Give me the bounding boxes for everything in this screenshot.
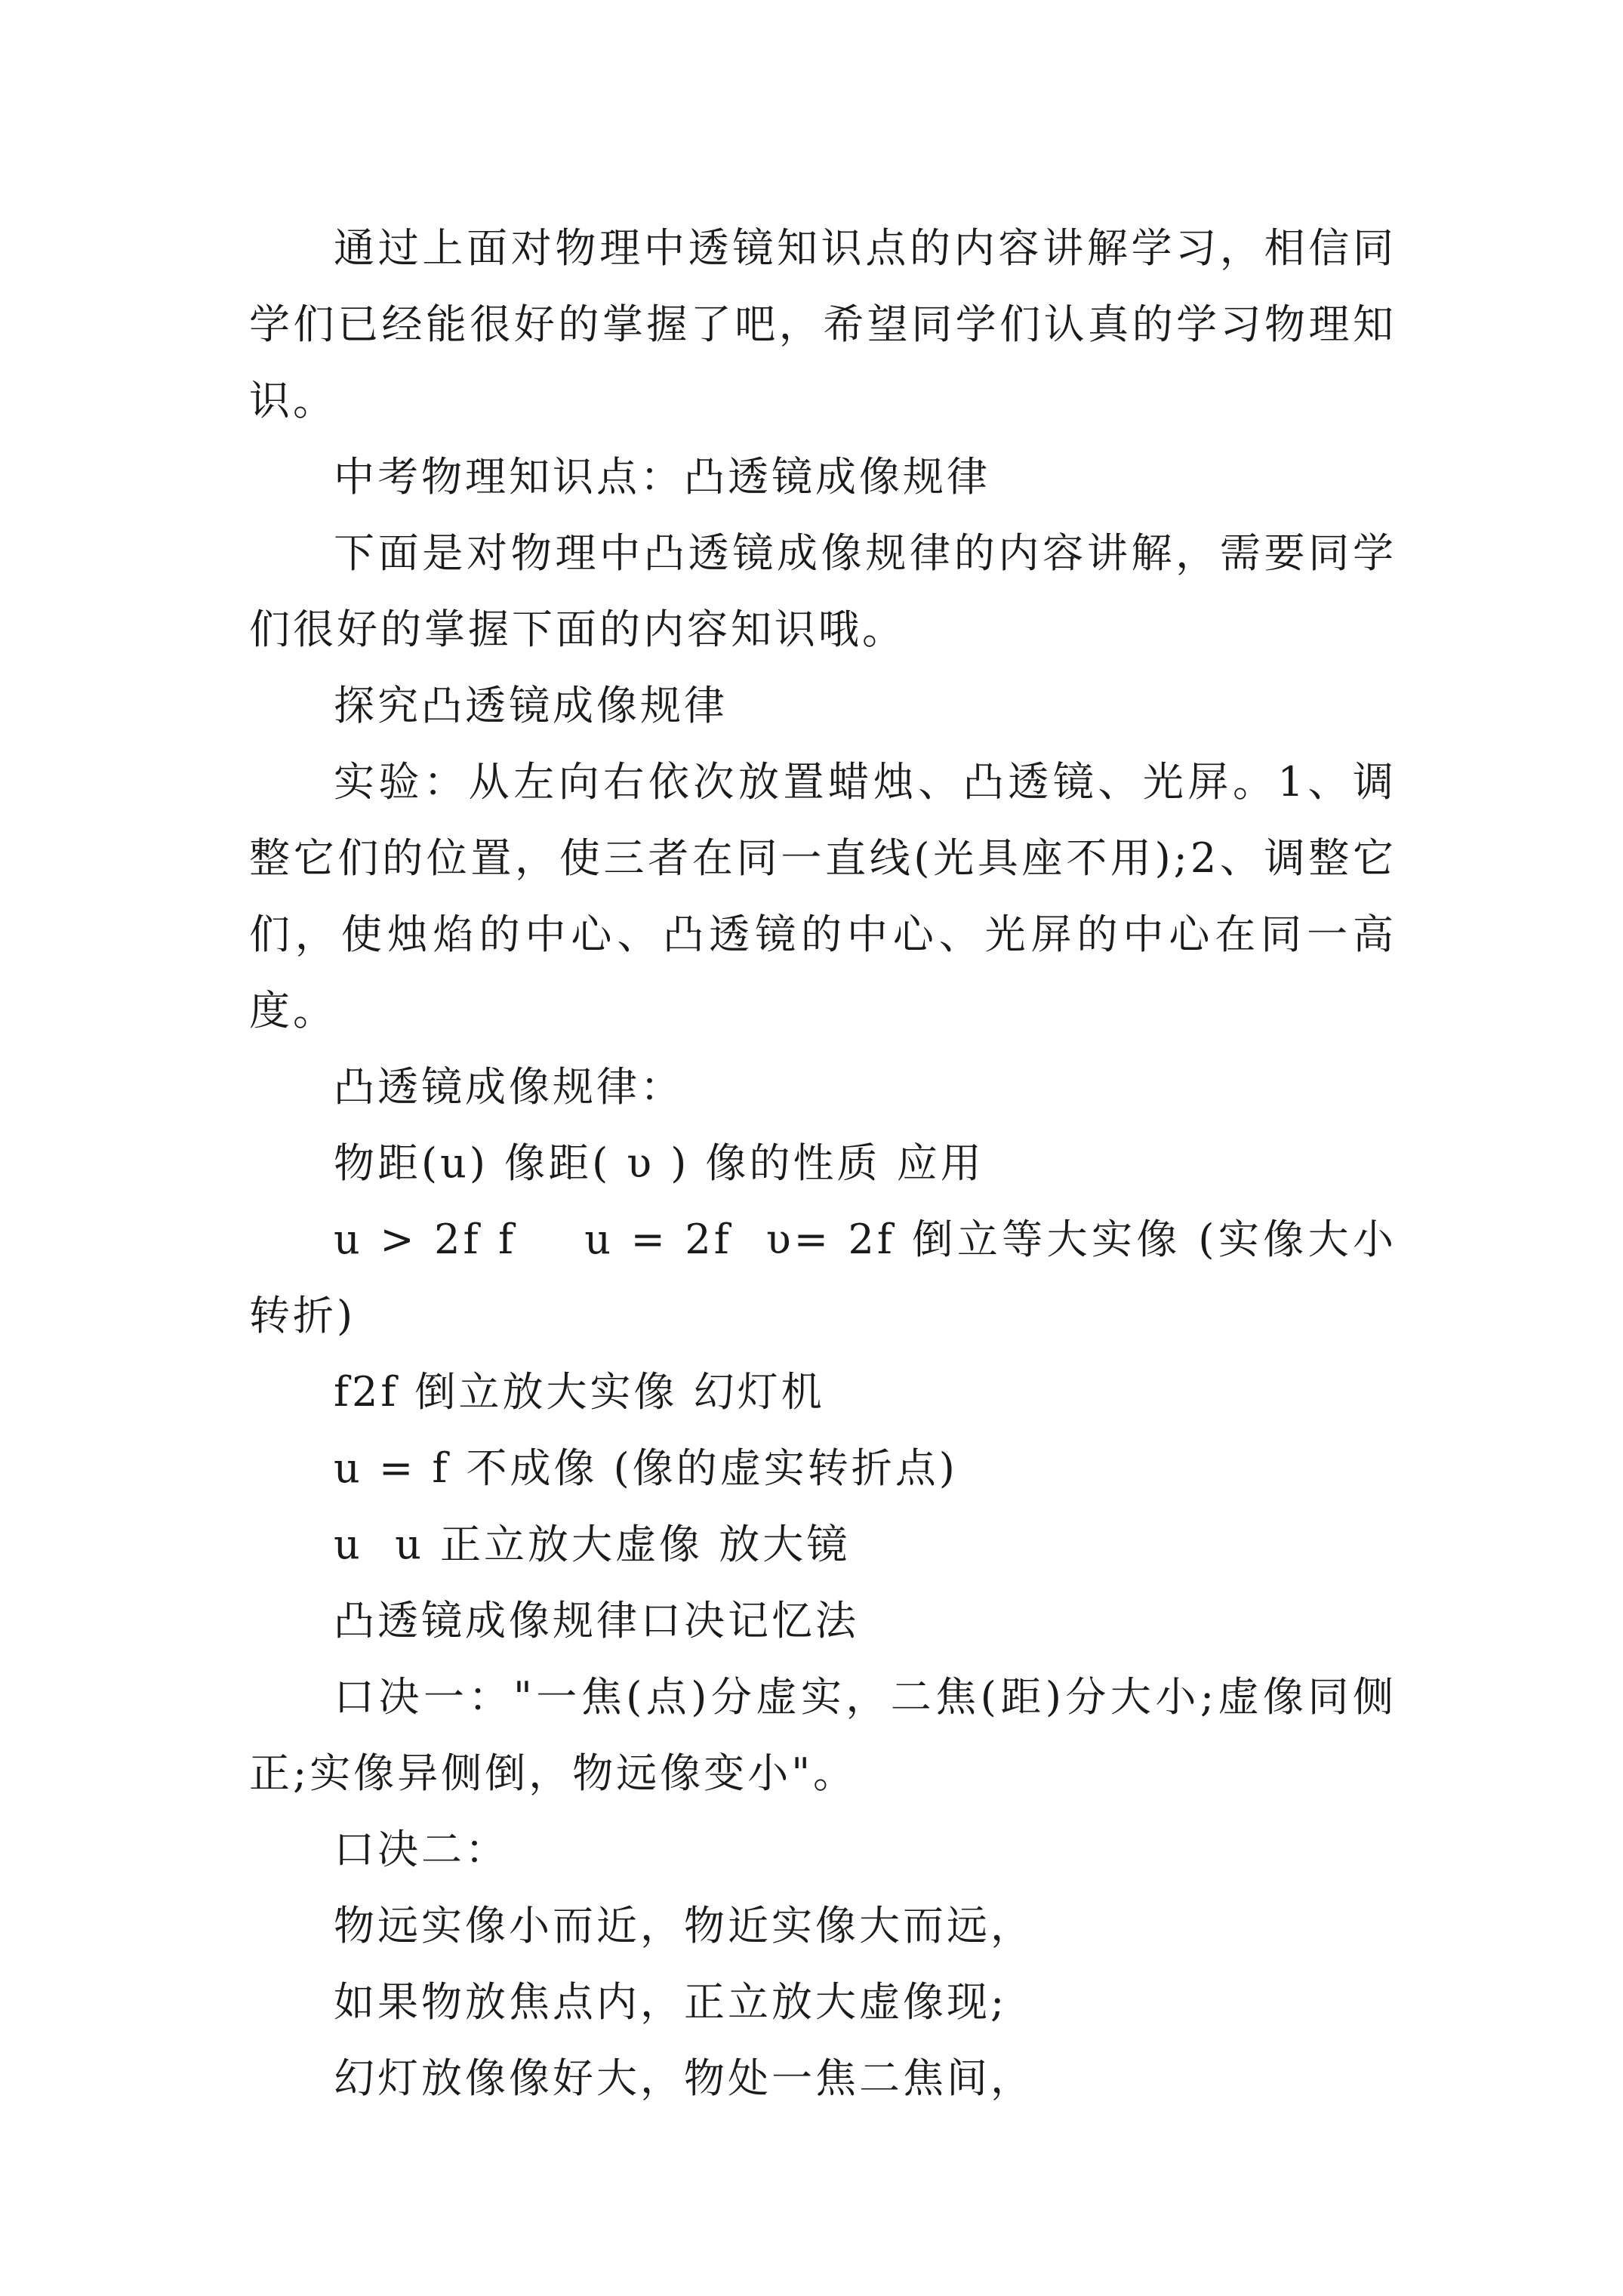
mnemonic-line-2: 如果物放焦点内，正立放大虚像现; — [334, 1978, 1008, 2026]
rule-row-projector: f2f 倒立放大实像 幻灯机 — [334, 1368, 825, 1416]
rule-row-focal: u = f 不成像 (像的虚实转折点) — [334, 1444, 958, 1492]
paragraph-experiment: 实验：从左向右依次放置蜡烛、凸透镜、光屏。1、调整它们的位置，使三者在同一直线(光具座不用);2、调整它们，使烛焰的中心、凸透镜的中心、光屏的中心在同一高度。 — [249, 758, 1397, 1034]
paragraph-intro: 下面是对物理中凸透镜成像规律的内容讲解，需要同学们很好的掌握下面的内容知识哦。 — [249, 529, 1397, 653]
mnemonic-two-label: 口决二： — [334, 1826, 509, 1873]
mnemonic-line-1: 物远实像小而近，物近实像大而远， — [334, 1902, 1034, 1949]
section-heading-lens-imaging-rule: 中考物理知识点：凸透镜成像规律 — [334, 453, 990, 501]
document-body — [249, 210, 1397, 2116]
subheading-explore-rule: 探究凸透镜成像规律 — [334, 682, 728, 729]
paragraph-summary: 通过上面对物理中透镜知识点的内容讲解学习，相信同学们已经能很好的掌握了吧，希望同学们认真的学习物理知识。 — [249, 224, 1397, 424]
rule-row-2f: u > 2f f u = 2f υ= 2f 倒立等大实像 (实像大小转折) — [249, 1216, 1397, 1339]
mnemonic-line-3: 幻灯放像像好大，物处一焦二焦间， — [334, 2054, 1034, 2102]
mnemonic-one: 口决一："一焦(点)分虚实，二焦(距)分大小;虚像同侧正;实像异侧倒，物远像变小"。 — [249, 1673, 1397, 1797]
subheading-imaging-rule: 凸透镜成像规律： — [334, 1063, 684, 1111]
subheading-mnemonic: 凸透镜成像规律口决记忆法 — [334, 1597, 859, 1644]
rule-row-magnifier: u u 正立放大虚像 放大镜 — [334, 1521, 851, 1568]
rule-table-header: 物距(u) 像距( υ ) 像的性质 应用 — [334, 1139, 984, 1187]
